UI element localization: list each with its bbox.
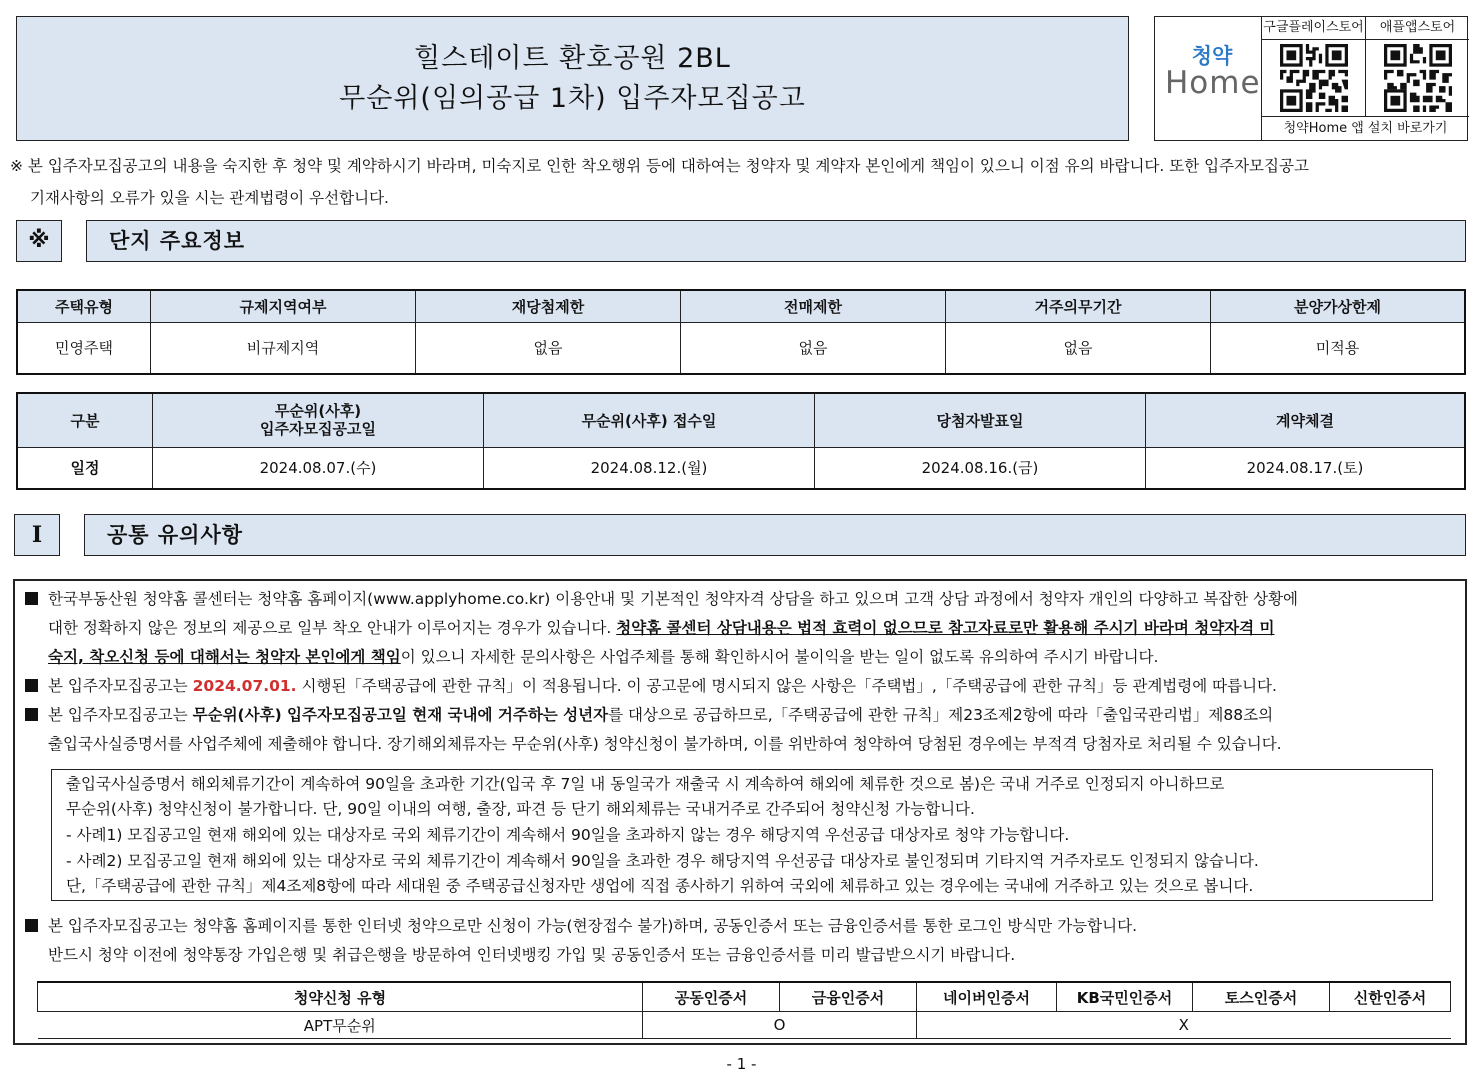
box-line: - 사례1) 모집공고일 현재 해외에 있는 대상자로 국외 체류기간이 계속해서 90일을 초과하지 않는 경우 해당지역 우선공급 대상자로 청약 가능합니다. [66, 826, 1070, 844]
paragraph-rules [25, 672, 1465, 701]
header-line: 무순위(사후) [274, 402, 362, 421]
table-cell: 민영주택 [17, 322, 151, 374]
text: 출입국사실증명서를 사업주체에 제출해야 합니다. 장기해외체류자는 무순위(사후) 청약신청이 불가하며, 이를 위반하여 청약하여 당첨된 경우에는 부적격 당첨자로 처리될 수 있습니다. [48, 735, 1282, 753]
notice-line1: ※ 본 입주자모집공고의 내용을 숙지한 후 청약 및 계약하시기 바라며, 미숙지로 인한 착오행위 등에 대하여는 청약자 및 계약자 본인에게 책임이 있으니 이점 유의 바랍니다. 또한 입주자모집공고 [10, 157, 1309, 175]
apple-store-label: 애플앱스토어 [1366, 17, 1469, 40]
applyhome-logo [1165, 45, 1259, 99]
schedule-table [16, 392, 1466, 490]
table-header: 신한인증서 [1330, 982, 1451, 1012]
qr-code-icon [1384, 44, 1452, 112]
row-label: 일정 [17, 447, 153, 489]
table-header: 구분 [17, 393, 153, 447]
app-install-link[interactable]: 청약Home 앱 설치 바로가기 [1262, 116, 1469, 141]
row-label: APT무순위 [38, 1012, 643, 1039]
certificate-table [37, 981, 1451, 1039]
table-cell: 2024.08.12.(월) [484, 447, 815, 489]
app-install-box [1154, 16, 1468, 141]
bullet-square-icon [25, 592, 38, 605]
page-title-box [16, 16, 1129, 141]
text: 본 입주자모집공고는 [48, 677, 193, 695]
table-header: 거주의무기간 [946, 290, 1211, 322]
table-cell: X [917, 1012, 1451, 1039]
table-header: 네이버인증서 [917, 982, 1057, 1012]
overseas-stay-box [51, 769, 1433, 901]
table-header: 전매제한 [681, 290, 946, 322]
table-cell: 2024.08.17.(토) [1146, 447, 1466, 489]
logo-bottom-text: Home [1165, 65, 1261, 101]
qr-code-icon [1280, 44, 1348, 112]
section-title: 단지 주요정보 [86, 220, 1466, 262]
header-line: 입주자모집공고일 [260, 420, 376, 439]
table-cell: 2024.08.16.(금) [815, 447, 1146, 489]
table-header: 당첨자발표일 [815, 393, 1146, 447]
text: 반드시 청약 이전에 청약통장 가입은행 및 취급은행을 방문하여 인터넷뱅킹 가입 및 공동인증서 또는 금융인증서를 미리 발급받으시기 바랍니다. [48, 946, 1016, 964]
box-line: - 사례2) 모집공고일 현재 해외에 있는 대상자로 국외 체류기간이 계속해서 90일을 초과한 경우 해당지역 우선공급 대상자로 불인정되며 기타지역 거주자로도 인정되지 않습니다. [66, 852, 1259, 870]
table-header: 청약신청 유형 [38, 982, 643, 1012]
table-header: 재당첨제한 [416, 290, 681, 322]
table-header: 규제지역여부 [151, 290, 416, 322]
bullet-square-icon [25, 679, 38, 692]
text: 본 입주자모집공고는 청약홈 홈페이지를 통한 인터넷 청약으로만 신청이 가능(현장접수 불가)하며, 공동인증서 또는 금융인증서를 통한 로그인 방식만 가능합니다. [48, 917, 1138, 935]
table-cell: 미적용 [1211, 322, 1466, 374]
google-play-qr[interactable] [1262, 17, 1366, 116]
table-header: 주택유형 [17, 290, 151, 322]
table-header: KB국민인증서 [1057, 982, 1193, 1012]
google-play-label: 구글플레이스토어 [1262, 17, 1365, 40]
emphasis-text: 숙지, 착오신청 등에 대해서는 청약자 본인에게 책임 [48, 648, 401, 666]
bullet-square-icon [25, 708, 38, 721]
emphasis-text: 청약홈 콜센터 상담내용은 법적 효력이 없으므로 참고자료로만 활용해 주시기 바라며 청약자격 미 [616, 619, 1275, 637]
title-line1: 힐스테이트 환호공원 2BL [414, 42, 731, 74]
text: 를 대상으로 공급하므로,「주택공급에 관한 규칙」제23조제2항에 따라「출입국관리법」제88조의 [608, 706, 1274, 724]
table-header: 공동인증서 [643, 982, 780, 1012]
box-line: 출입국사실증명서 해외체류기간이 계속하여 90일을 초과한 기간(입국 후 7일 내 동일국가 재출국 시 계속하여 해외에 체류한 것으로 봄)은 국내 거주로 인정되지 아니하므로 [66, 775, 1225, 793]
section-mark: ※ [16, 220, 62, 262]
text: 이 있으니 자세한 문의사항은 사업주체를 통해 확인하시어 불이익을 받는 일이 없도록 유의하여 주시기 바랍니다. [400, 648, 1159, 666]
logo-top-text: 청약 [1191, 44, 1233, 68]
table-row [17, 447, 1465, 489]
section-mark: I [14, 514, 60, 556]
complex-info-table [16, 289, 1466, 375]
table-row [17, 322, 1465, 374]
table-header [153, 393, 484, 447]
table-header: 무순위(사후) 접수일 [484, 393, 815, 447]
table-cell: 없음 [681, 322, 946, 374]
paragraph-callcenter [25, 585, 1465, 672]
box-line: 무순위(사후) 청약신청이 불가합니다. 단, 90일 이내의 여행, 출장, 파견 등 단기 해외체류는 국내거주로 간주되어 청약신청 가능합니다. [66, 800, 975, 818]
table-header: 분양가상한제 [1211, 290, 1466, 322]
qr-area [1261, 17, 1469, 140]
bullet-square-icon [25, 919, 38, 932]
notice-line2: 기재사항의 오류가 있을 시는 관계법령이 우선합니다. [30, 189, 389, 207]
table-header: 토스인증서 [1193, 982, 1330, 1012]
paragraph-internet [25, 912, 1465, 970]
table-row [38, 1012, 1451, 1039]
table-header: 금융인증서 [780, 982, 917, 1012]
paragraph-residency [25, 701, 1465, 759]
table-cell: 없음 [416, 322, 681, 374]
emphasis-text: 무순위(사후) 입주자모집공고일 현재 국내에 거주하는 성년자 [192, 706, 609, 724]
section-title: 공통 유의사항 [84, 514, 1466, 556]
text: 한국부동산원 청약홈 콜센터는 청약홈 홈페이지(www.applyhome.co.kr) 이용안내 및 기본적인 청약자격 상담을 하고 있으며 고객 상담 과정에서 청약자 개인의 다양하고 복잡한 상황에 [48, 590, 1299, 608]
text: 본 입주자모집공고는 [48, 706, 193, 724]
notice-text [10, 150, 1475, 214]
table-cell: 비규제지역 [151, 322, 416, 374]
title-line2: 무순위(임의공급 1차) 입주자모집공고 [339, 82, 806, 114]
page-number: - 1 - [726, 1055, 757, 1073]
table-header: 계약체결 [1146, 393, 1466, 447]
box-line: 단,「주택공급에 관한 규칙」제4조제8항에 따라 세대원 중 주택공급신청자만 생업에 직접 종사하기 위하여 국외에 체류하고 있는 경우에는 국내에 거주하고 있는 것으로 봅니다. [66, 877, 1254, 895]
effective-date: 2024.07.01. [192, 677, 297, 695]
common-notes-box [13, 579, 1467, 1045]
table-cell: 2024.08.07.(수) [153, 447, 484, 489]
text: 대한 정확하지 않은 정보의 제공으로 일부 착오 안내가 이루어지는 경우가 있습니다. [48, 619, 617, 637]
table-cell: 없음 [946, 322, 1211, 374]
text: 시행된「주택공급에 관한 규칙」이 적용됩니다. 이 공고문에 명시되지 않은 사항은「주택법」,「주택공급에 관한 규칙」등 관계법령에 따릅니다. [296, 677, 1277, 695]
table-cell: O [643, 1012, 917, 1039]
apple-store-qr[interactable] [1366, 17, 1469, 116]
